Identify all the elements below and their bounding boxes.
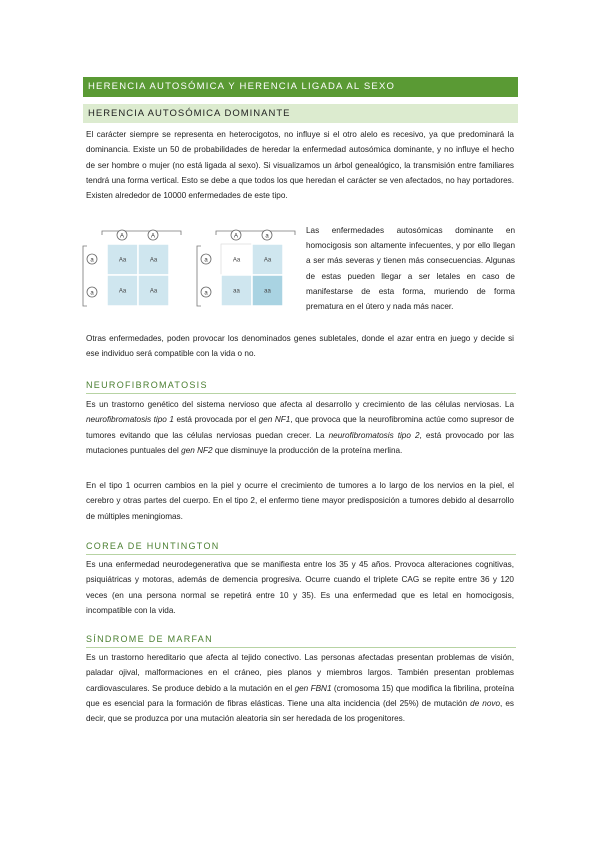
huntington-paragraph: Es una enfermedad neurodegenerativa que se manifiesta entre los 35 y 45 años. Provoca alteraciones cognitivas, psiquiátricas y motoras, además de demencia progresiva. Ocurre cuando el triplete CAG se repite entre 36 y 120 veces (en una persona normal se repetirá entre 10 y 35). Es una enfermedad que es letal en homocigosis, incompatible con la vida. [86,560,514,615]
cell-label: Aa [263,257,272,264]
cell-label: aa [264,288,271,295]
punnett-square-2 [196,226,302,310]
top-allele-1 [117,230,127,240]
homozygous-paragraph: Las enfermedades autosómicas dominante en homocigosis son altamente infecuentes, y por ello llegan a ser más severas y tienen más consecuencias. Algunas de estas pueden llegar a ser letales en caso de manifestarse de esta forma, muriendo de forma prematura en el útero y nada más nacer. [306,226,515,312]
allele-label: a [204,257,208,264]
side-allele-2 [201,287,211,297]
top-allele-1 [231,230,241,240]
left-bracket [83,246,87,306]
heading-neurofibromatosis: NEUROFIBROMATOSIS [86,380,516,394]
page-title: HERENCIA AUTOSÓMICA Y HERENCIA LIGADA AL SEXO [83,77,518,97]
top-bracket [216,231,295,235]
punnett-square-1 [82,226,188,310]
allele-label: a [204,290,208,297]
cell-label: Aa [149,288,158,295]
side-allele-2 [87,287,97,297]
side-allele-1 [87,254,97,264]
side-allele-1 [201,254,211,264]
heading-huntington: COREA DE HUNTINGTON [86,541,516,555]
intro-paragraph: El carácter siempre se representa en heterocigotos, no influye si el otro alelo es recesivo, ya que predominará la dominancia. Existe un 50 de probabilidades de heredar la enfermedad autosómica dominante, y no influye el hecho de ser hombre o mujer (no está ligada al sexo). Si visualizamos un árbol genealógico, la transmisión entre familiares tendrá una forma vertical. Esto se debe a que todos los que heredan el carácter se ven afectados, no hay portadores. Existen alrededor de 10000 enfermedades de este tipo. [86,130,514,201]
allele-label: A [150,233,156,240]
allele-label: A [119,233,125,240]
neurofibromatosis-paragraph-2: En el tipo 1 ocurren cambios en la piel y ocurre el crecimiento de tumores a lo largo de los nervios en la piel, el cerebro y otras partes del cuerpo. En el tipo 2, el enfermo tiene mayor predisposición a tumores debido al desarrollo de múltiples meningiomas. [86,481,514,521]
cell-label: Aa [118,288,127,295]
section-title-dominant: HERENCIA AUTOSÓMICA DOMINANTE [83,104,518,123]
heading-marfan: SÍNDROME DE MARFAN [86,634,516,648]
cell-label: Aa [232,257,241,264]
top-allele-2 [262,230,272,240]
sublethal-paragraph: Otras enfermedades, poden provocar los denominados genes subletales, donde el azar entra en juego y decide si ese individuo será compatible con la vida o no. [86,334,514,359]
cell-label: Aa [149,257,158,264]
allele-label: a [90,290,94,297]
punnett-svg-2 [196,226,302,310]
left-bracket [197,246,201,306]
marfan-paragraph: Es un trastorno hereditario que afecta al tejido conectivo. Las personas afectadas presentan problemas de visión, paladar ojival, malformaciones en el cráneo, pies planos y miembros largos. También presentan problemas cardiovasculares. Se produce debido a la mutación en el gen FBN1 (cromosoma 15) que modifica la fibrilina, proteína que es esencial para la formación de fibras elásticas. Tiene una alta incidencia (del 25%) de mutación de novo, es decir, que se produzca por una mutación aleatoria sin ser heredada de los progenitores. [86,653,514,724]
cell-label: Aa [118,257,127,264]
top-allele-2 [148,230,158,240]
allele-label: A [233,233,239,240]
allele-label: a [265,233,269,240]
cell-label: aa [233,288,240,295]
neurofibromatosis-paragraph-1: Es un trastorno genético del sistema nervioso que afecta al desarrollo y crecimiento de las células nerviosas. La neurofibromatosis tipo 1 está provocada por el gen NF1, que provoca que la neurofibromina actúe como supresor de tumores evitando que las células nerviosas puedan crecer. La neurofibromatosis tipo 2, está provocado por las mutaciones puntuales del gen NF2 que disminuye la producción de la proteína merlina. [86,400,514,455]
punnett-svg-1 [82,226,188,310]
top-bracket [102,231,181,235]
allele-label: a [90,257,94,264]
